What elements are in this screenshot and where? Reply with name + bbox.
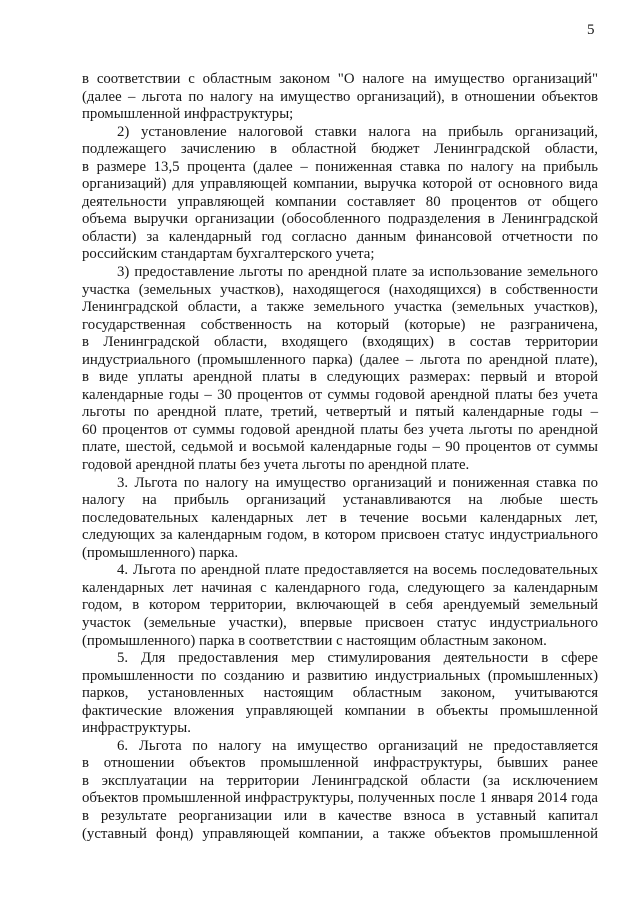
text-line: годом, в котором территории, включающей в себя арендуемый земельный bbox=[82, 597, 598, 614]
text-line: льготы по арендной плате, третий, четвертый и пятый календарные годы – bbox=[82, 404, 598, 421]
text-line: 6. Льгота по налогу на имущество организаций не предоставляется bbox=[117, 737, 598, 754]
text-line: 3) предоставление льготы по арендной плате за использование земельного bbox=[117, 264, 598, 281]
text-line: в Ленинградской области, входящего (входящих) в состав территории bbox=[82, 334, 598, 351]
text-line: плате, шестой, седьмой и восьмой календарные годы – 90 процентов от суммы bbox=[82, 439, 598, 456]
paragraph-continuation bbox=[82, 71, 598, 124]
text-line: в результате реорганизации или в качестве взноса в уставный капитал bbox=[82, 807, 598, 824]
text-line: российским стандартам бухгалтерского учета; bbox=[82, 246, 375, 263]
paragraph-item-3 bbox=[82, 264, 598, 475]
text-line: фактические вложения управляющей компании в объекты промышленной bbox=[82, 702, 598, 719]
text-line: государственная собственность на который (которые) не разграничена, bbox=[82, 316, 598, 333]
text-line: годовой арендной платы без учета льготы по арендной плате. bbox=[82, 457, 470, 474]
text-line: (уставный фонд) управляющей компании, а также объектов промышленной bbox=[82, 825, 598, 842]
paragraph-point-4 bbox=[82, 562, 598, 650]
paragraph-item-2 bbox=[82, 124, 598, 264]
text-line: индустриального (промышленного парка) (далее – льгота по арендной плате), bbox=[82, 351, 598, 368]
text-line: в соответствии с областным законом "О налоге на имущество организаций" bbox=[82, 71, 598, 87]
text-line: объектов промышленной инфраструктуры, полученных после 1 января 2014 года bbox=[82, 790, 598, 807]
text-line: (далее – льгота по налогу на имущество организаций), в отношении объектов bbox=[82, 88, 598, 105]
text-line: в размере 13,5 процента (далее – пониженная ставка по налогу на прибыль bbox=[82, 158, 598, 175]
text-line: в отношении объектов промышленной инфраструктуры, бывших ранее bbox=[82, 755, 598, 772]
text-line: календарных лет начиная с календарного года, следующего за календарным bbox=[82, 579, 598, 596]
text-line: организаций) для управляющей компании, выручка которой от основного вида bbox=[82, 176, 598, 193]
text-line: парков, установленных настоящим областным законом, учитываются bbox=[82, 685, 598, 702]
text-line: 3. Льгота по налогу на имущество организаций и пониженная ставка по bbox=[117, 474, 598, 491]
text-line: инфраструктуры. bbox=[82, 720, 191, 737]
text-line: 2) установление налоговой ставки налога на прибыль организаций, bbox=[117, 123, 598, 140]
text-line: (промышленного) парка в соответствии с настоящим областным законом. bbox=[82, 632, 547, 649]
text-line: 4. Льгота по арендной плате предоставляется на восемь последовательных bbox=[117, 562, 598, 579]
text-line: 60 процентов от суммы годовой арендной платы без учета льготы по арендной bbox=[82, 421, 598, 438]
text-line: налогу на прибыль организаций устанавливаются на любые шесть bbox=[82, 492, 598, 509]
text-line: 5. Для предоставления мер стимулирования деятельности в сфере bbox=[117, 650, 598, 667]
text-line: промышленности по созданию и развитию индустриальных (промышленных) bbox=[82, 667, 598, 684]
paragraph-point-5 bbox=[82, 650, 598, 738]
text-line: в эксплуатации на территории Ленинградской области (за исключением bbox=[82, 772, 598, 789]
text-line: (промышленного) парка. bbox=[82, 544, 239, 561]
text-line: объема выручки организации (обособленного подразделения в Ленинградской bbox=[82, 211, 598, 228]
text-line: участка (земельных участков), находящегося (находящихся) в собственности bbox=[82, 281, 598, 298]
text-line: календарные годы – 30 процентов от суммы годовой арендной платы без учета bbox=[82, 386, 598, 403]
paragraph-point-6 bbox=[82, 738, 598, 843]
text-line: деятельности управляющей компании составляет 80 процентов от общего bbox=[82, 193, 598, 210]
text-line: подлежащего зачислению в областной бюджет Ленинградской области, bbox=[82, 141, 598, 158]
text-line: следующих за календарным годом, в котором присвоен статус индустриального bbox=[82, 527, 598, 544]
text-line: в виде уплаты арендной платы в следующих размерах: первый и второй bbox=[82, 369, 598, 386]
text-line: области) за календарный год согласно данным финансовой отчетности по bbox=[82, 228, 598, 245]
document-body bbox=[82, 71, 598, 843]
text-line: участок (земельные участки), впервые присвоен статус индустриального bbox=[82, 614, 598, 631]
text-line: последовательных календарных лет в течение восьми календарных лет, bbox=[82, 509, 598, 526]
text-line: промышленной инфраструктуры; bbox=[82, 106, 294, 123]
page-number: 5 bbox=[587, 22, 595, 38]
paragraph-point-3 bbox=[82, 475, 598, 563]
text-line: Ленинградской области, а также земельного участка (земельных участков), bbox=[82, 299, 598, 316]
